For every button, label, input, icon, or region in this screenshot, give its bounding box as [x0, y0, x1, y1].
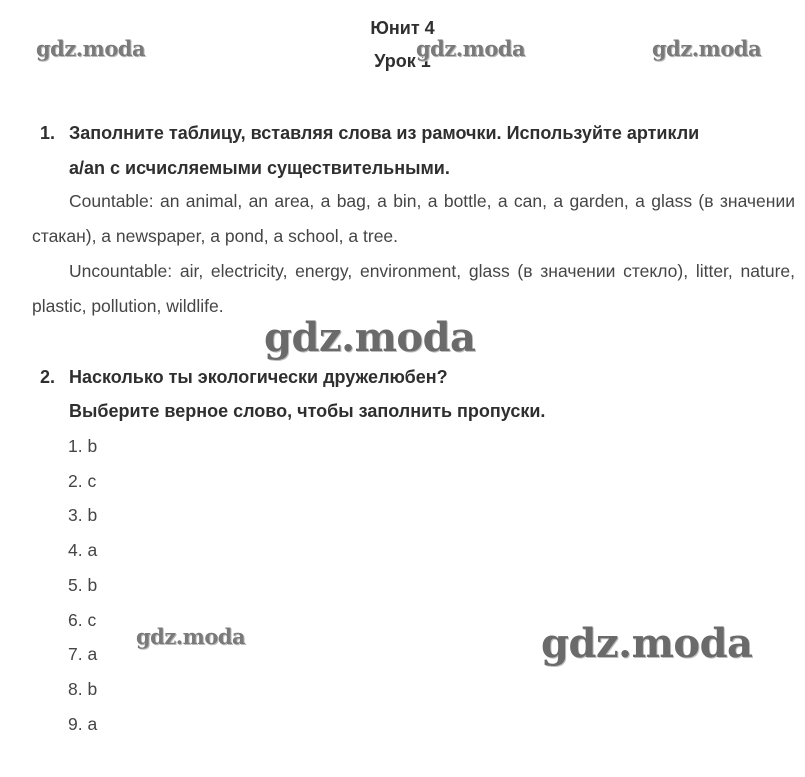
answer-item: 3. b [68, 505, 98, 525]
lesson-title: Урок 1 [374, 51, 431, 71]
answer-item: 9. a [68, 714, 98, 734]
task2-title: Насколько ты экологически дружелюбен? [69, 367, 448, 387]
answer-item: 5. b [68, 575, 98, 595]
answer-item: 7. a [68, 644, 98, 664]
answer-item: 8. b [68, 679, 98, 699]
task2-subtitle: Выберите верное слово, чтобы заполнить пропуски. [69, 401, 546, 421]
task1-heading [40, 123, 699, 144]
watermark-logo: gdz.moda [264, 314, 476, 361]
task1-title-line1: Заполните таблицу, вставляя слова из рамочки. Используйте артикли [69, 123, 700, 143]
watermark-logo: gdz.moda [652, 36, 762, 61]
task2-heading [40, 367, 448, 388]
watermark-logo: gdz.moda [36, 36, 146, 61]
watermark-logo: gdz.moda [416, 36, 526, 61]
unit-title: Юнит 4 [370, 18, 435, 38]
watermark-logo: gdz.moda [136, 624, 246, 649]
watermark-logo: gdz.moda [541, 620, 753, 667]
task2-number: 2. [40, 367, 56, 387]
task1-number: 1. [40, 123, 56, 143]
answer-item: 2. c [68, 471, 97, 491]
answer-item: 6. c [68, 610, 97, 630]
answer-item: 4. a [68, 540, 98, 560]
task1-title-line2: a/an с исчисляемыми существительными. [69, 158, 450, 178]
countable-paragraph: Countable: an animal, an area, a bag, a bin, a bottle, a can, a garden, a glass (в значении стакан), a newspaper, a pond, a school, a tree. [32, 191, 795, 246]
uncountable-paragraph: Uncountable: air, electricity, energy, environment, glass (в значении стекло), litter, nature, plastic, pollution, wildlife. [32, 261, 795, 316]
answer-item: 1. b [68, 436, 98, 456]
